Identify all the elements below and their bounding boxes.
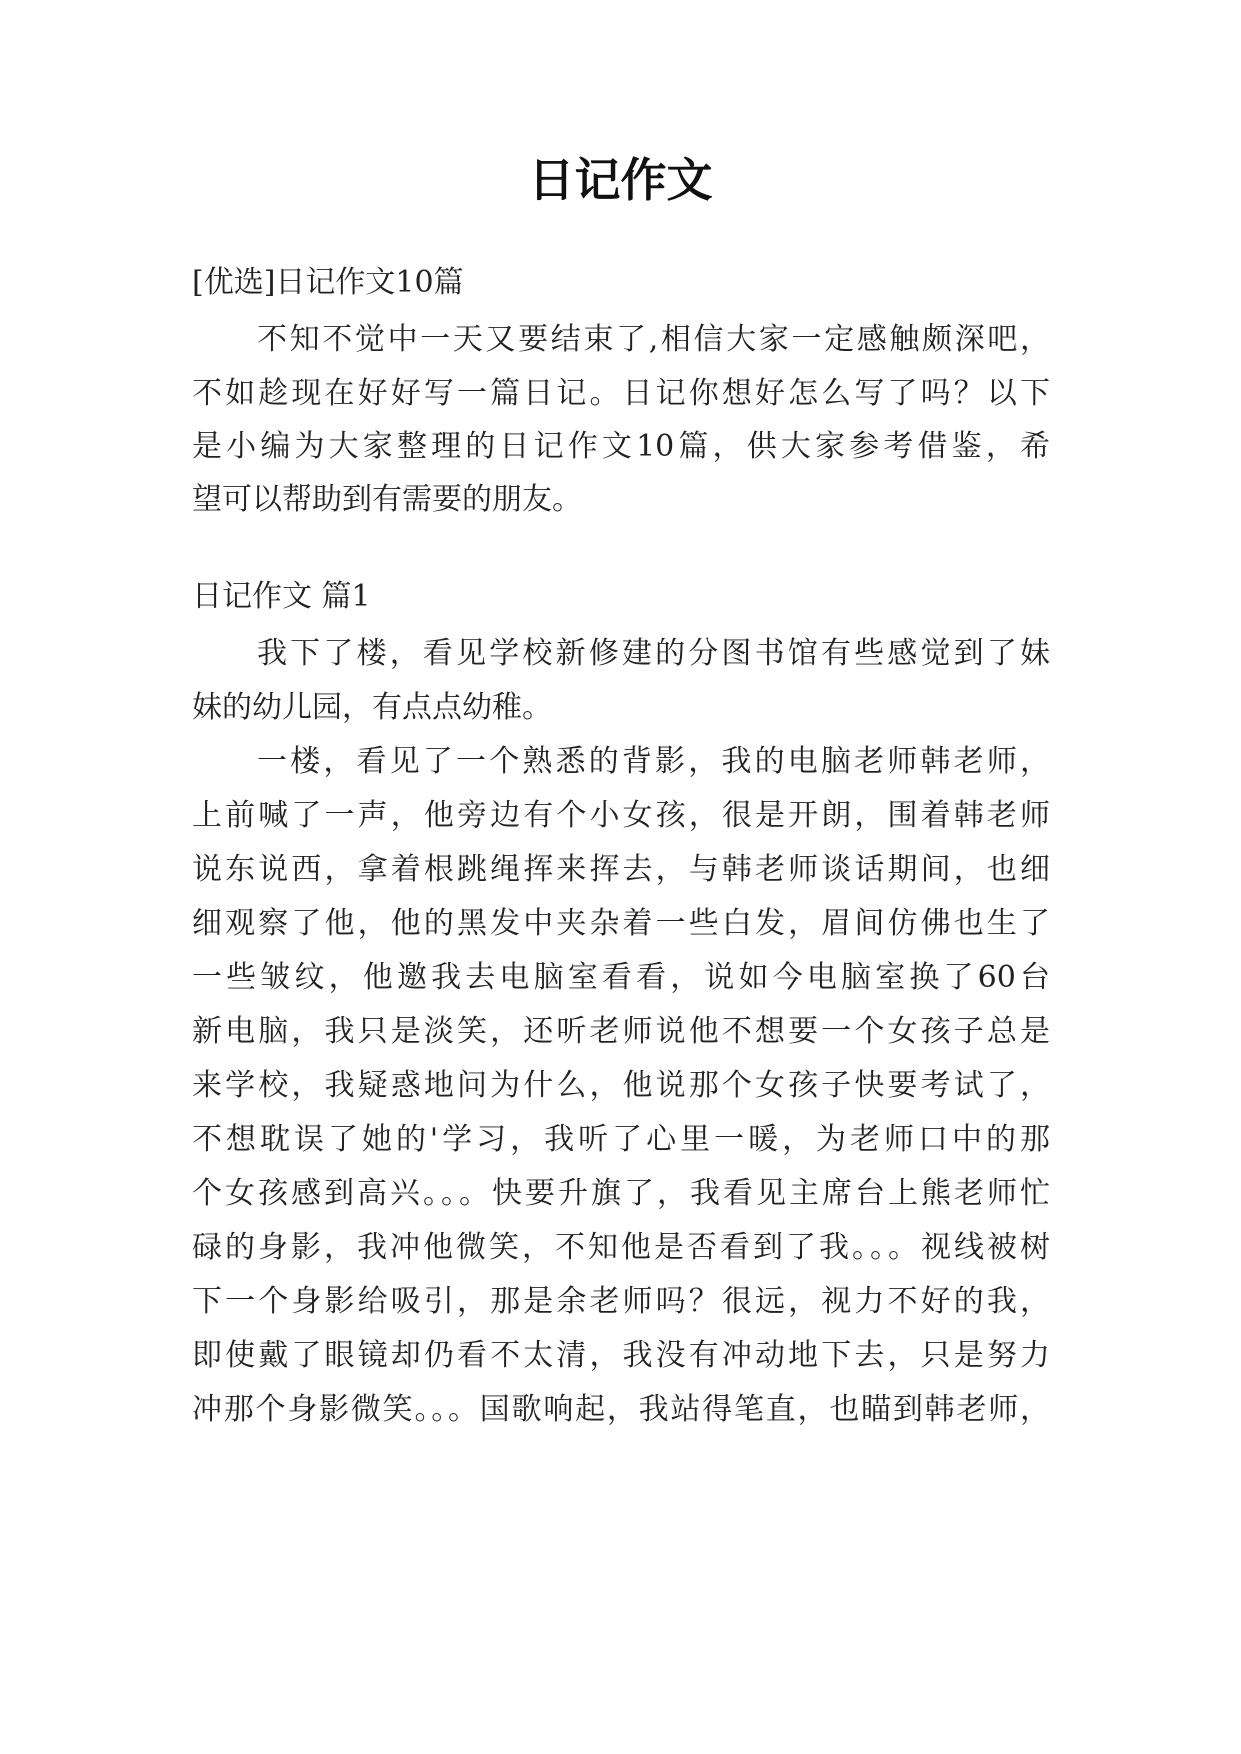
paragraph2-line-13: 冲那个身影微笑。。。国歌响起，我站得笔直，也瞄到韩老师， (192, 1392, 1050, 1427)
intro-line-1: 不知不觉中一天又要结束了,相信大家一定感触颇深吧， (257, 322, 1050, 357)
paragraph2-line-12: 即使戴了眼镜却仍看不太清，我没有冲动地下去，只是努力 (192, 1338, 1050, 1373)
section-heading: 日记作文 篇1 (192, 579, 371, 614)
document-title: 日记作文 (528, 153, 713, 207)
intro-line-4: 望可以帮助到有需要的朋友。 (192, 482, 582, 517)
paragraph2-line-1: 一楼，看见了一个熟悉的背影，我的电脑老师韩老师， (257, 744, 1050, 779)
paragraph2-line-2: 上前喊了一声，他旁边有个小女孩，很是开朗，围着韩老师 (192, 798, 1050, 833)
paragraph2-line-11: 下一个身影给吸引，那是余老师吗？很远，视力不好的我， (192, 1284, 1050, 1319)
paragraph2-line-3: 说东说西，拿着根跳绳挥来挥去，与韩老师谈话期间，也细 (192, 852, 1050, 887)
paragraph1-line-2: 妹的幼儿园，有点点幼稚。 (192, 690, 552, 725)
paragraph2-line-10: 碌的身影，我冲他微笑，不知他是否看到了我。。。视线被树 (192, 1230, 1050, 1265)
intro-line-3: 是小编为大家整理的日记作文10篇，供大家参考借鉴，希 (192, 429, 1050, 464)
document-subtitle: [优选]日记作文10篇 (192, 265, 464, 300)
paragraph2-line-5: 一些皱纹，他邀我去电脑室看看，说如今电脑室换了60台 (192, 960, 1050, 995)
paragraph2-line-9: 个女孩感到高兴。。。快要升旗了，我看见主席台上熊老师忙 (192, 1176, 1050, 1211)
paragraph2-line-4: 细观察了他，他的黑发中夹杂着一些白发，眉间仿佛也生了 (192, 906, 1050, 941)
paragraph2-line-7: 来学校，我疑惑地问为什么，他说那个女孩子快要考试了， (192, 1068, 1050, 1103)
paragraph2-line-8: 不想耽误了她的'学习，我听了心里一暖，为老师口中的那 (192, 1122, 1050, 1157)
paragraph2-line-6: 新电脑，我只是淡笑，还听老师说他不想要一个女孩子总是 (192, 1014, 1050, 1049)
paragraph1-line-1: 我下了楼，看见学校新修建的分图书馆有些感觉到了妹 (257, 636, 1050, 671)
intro-line-2: 不如趁现在好好写一篇日记。日记你想好怎么写了吗？以下 (192, 376, 1050, 411)
